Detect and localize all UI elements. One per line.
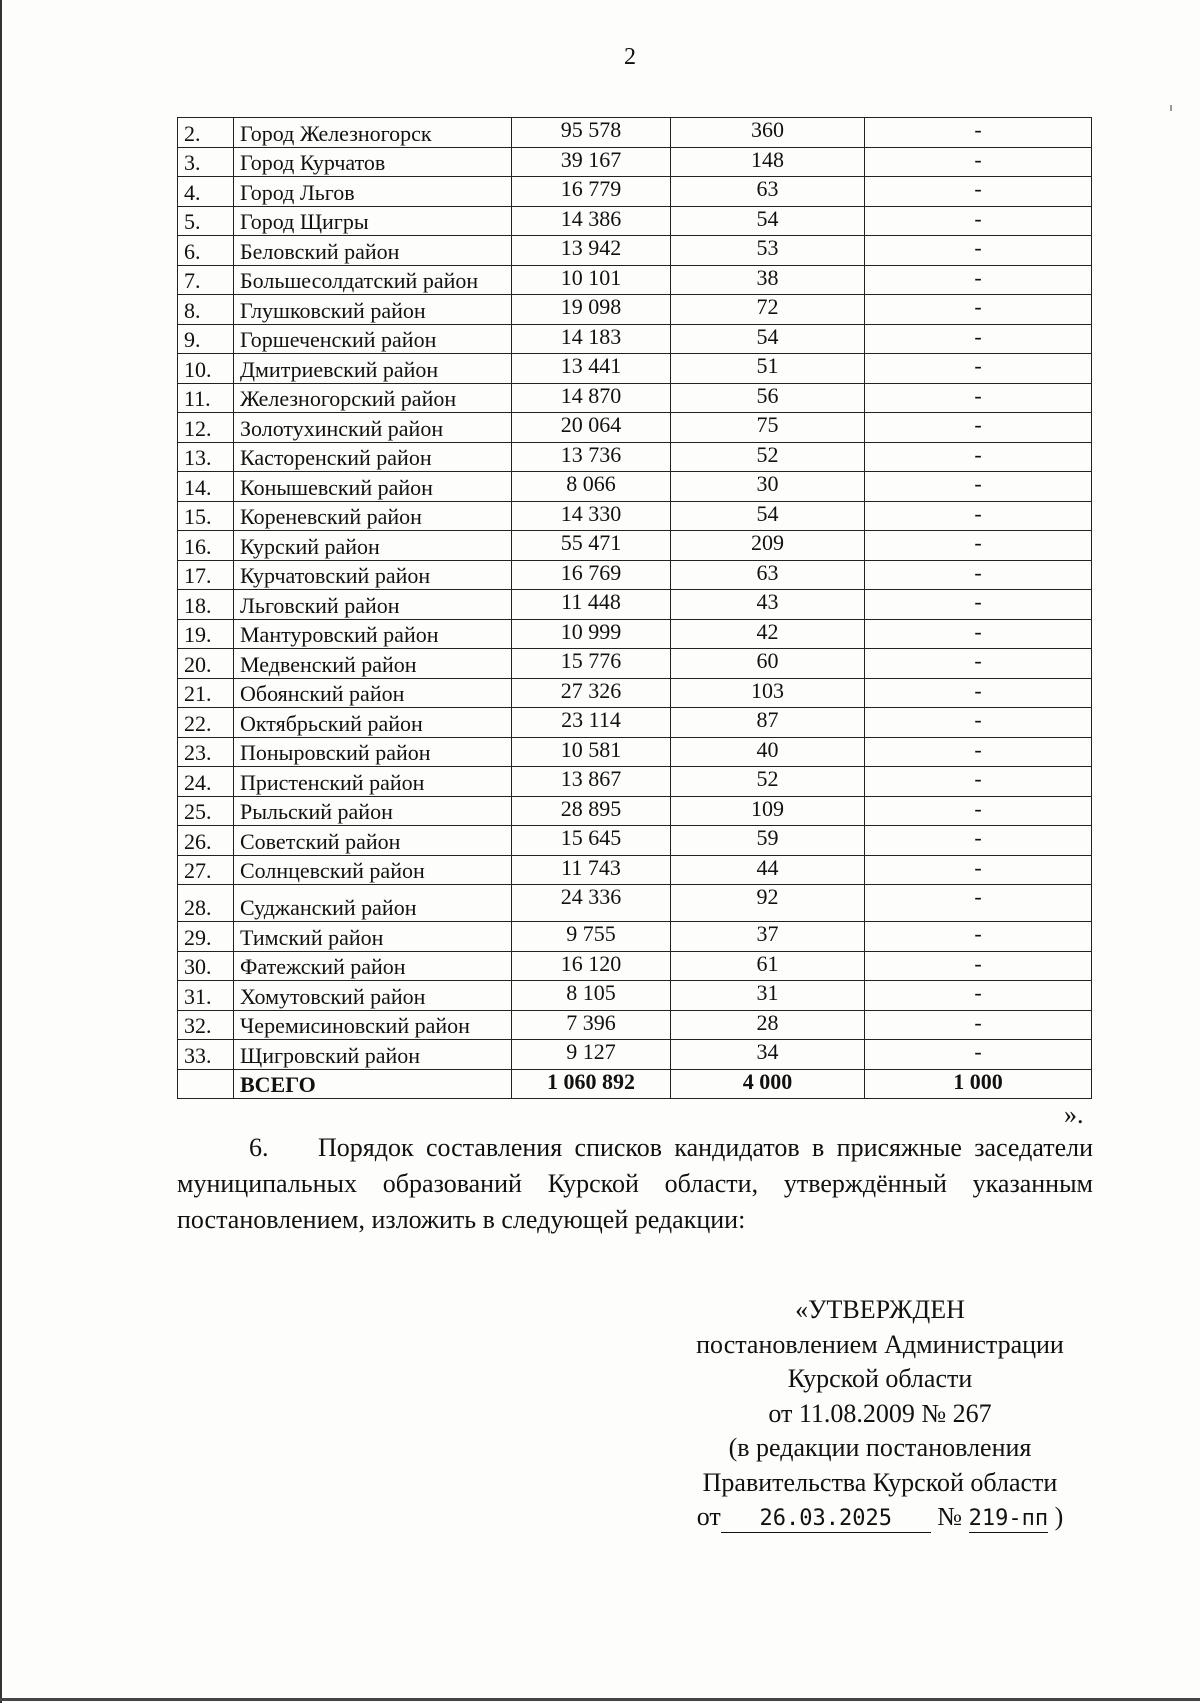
table-body xyxy=(178,118,1092,1099)
municipality-name: Золотухинский район xyxy=(234,413,512,443)
jurors-cell: 72 xyxy=(671,295,865,325)
approval-line: Курской области xyxy=(787,1364,973,1393)
approval-stamp-block xyxy=(650,1293,1110,1535)
table-row xyxy=(178,951,1092,981)
population-cell: 14 870 xyxy=(512,383,671,413)
reserve-cell: - xyxy=(865,737,1092,767)
table-row xyxy=(178,413,1092,443)
table-row xyxy=(178,767,1092,797)
municipality-name: Мантуровский район xyxy=(234,619,512,649)
row-number: 31. xyxy=(178,981,234,1011)
jurors-cell: 56 xyxy=(671,383,865,413)
reserve-cell: - xyxy=(865,981,1092,1011)
reserve-cell: - xyxy=(865,708,1092,738)
municipality-name: Обоянский район xyxy=(234,678,512,708)
municipality-name: Поныровский район xyxy=(234,737,512,767)
population-cell: 27 326 xyxy=(512,678,671,708)
municipality-name: Курский район xyxy=(234,531,512,561)
population-cell: 28 895 xyxy=(512,796,671,826)
jurors-cell: 28 xyxy=(671,1010,865,1040)
table-row xyxy=(178,206,1092,236)
row-number: 17. xyxy=(178,560,234,590)
reserve-cell: - xyxy=(865,354,1092,384)
municipality-name: Тимский район xyxy=(234,922,512,952)
reserve-cell: - xyxy=(865,531,1092,561)
municipality-name: Льговский район xyxy=(234,590,512,620)
municipality-name: Фатежский район xyxy=(234,951,512,981)
reserve-cell: - xyxy=(865,177,1092,207)
number-prefix: № xyxy=(937,1502,963,1531)
paragraph-6: 6. Порядок составления списков кандидатов в присяжные заседатели муниципальных образований Курской области, утверждённый указанным постановлением, изложить в следующей редакции: xyxy=(177,1133,1093,1234)
table-row xyxy=(178,649,1092,679)
row-number xyxy=(178,1069,234,1099)
table-row xyxy=(178,354,1092,384)
population-cell: 13 736 xyxy=(512,442,671,472)
table-row xyxy=(178,501,1092,531)
jurors-cell: 63 xyxy=(671,560,865,590)
population-cell: 19 098 xyxy=(512,295,671,325)
reserve-cell: - xyxy=(865,206,1092,236)
reserve-cell: - xyxy=(865,649,1092,679)
row-number: 11. xyxy=(178,383,234,413)
row-number: 19. xyxy=(178,619,234,649)
municipality-name: Суджанский район xyxy=(234,885,512,922)
municipality-name: Город Курчатов xyxy=(234,147,512,177)
municipality-name: Советский район xyxy=(234,826,512,856)
population-cell: 15 645 xyxy=(512,826,671,856)
municipality-name: Большесолдатский район xyxy=(234,265,512,295)
reserve-cell: - xyxy=(865,383,1092,413)
reserve-cell: - xyxy=(865,560,1092,590)
jurors-cell: 60 xyxy=(671,649,865,679)
population-cell: 55 471 xyxy=(512,531,671,561)
approval-line: Правительства Курской области xyxy=(702,1467,1058,1497)
date-value: 26.03.2025 xyxy=(721,1506,931,1533)
table-row xyxy=(178,383,1092,413)
reserve-cell: - xyxy=(865,796,1092,826)
table-row xyxy=(178,590,1092,620)
table-row xyxy=(178,118,1092,148)
jurors-cell: 59 xyxy=(671,826,865,856)
population-cell: 10 999 xyxy=(512,619,671,649)
population-cell: 11 448 xyxy=(512,590,671,620)
population-cell: 14 330 xyxy=(512,501,671,531)
row-number: 21. xyxy=(178,678,234,708)
total-jurors: 4 000 xyxy=(671,1069,865,1099)
population-cell: 95 578 xyxy=(512,118,671,148)
population-cell: 39 167 xyxy=(512,147,671,177)
total-population: 1 060 892 xyxy=(512,1069,671,1099)
population-cell: 10 581 xyxy=(512,737,671,767)
population-cell: 9 127 xyxy=(512,1040,671,1070)
date-prefix: от xyxy=(696,1502,721,1531)
table-row xyxy=(178,177,1092,207)
table-row xyxy=(178,981,1092,1011)
municipality-name: Город Щигры xyxy=(234,206,512,236)
population-cell: 8 105 xyxy=(512,981,671,1011)
jurors-cell: 148 xyxy=(671,147,865,177)
jurors-cell: 209 xyxy=(671,531,865,561)
municipality-name: Пристенский район xyxy=(234,767,512,797)
municipality-name: Город Льгов xyxy=(234,177,512,207)
jurors-cell: 43 xyxy=(671,590,865,620)
municipality-name: Курчатовский район xyxy=(234,560,512,590)
table-row xyxy=(178,147,1092,177)
row-number: 6. xyxy=(178,236,234,266)
table-row xyxy=(178,295,1092,325)
jurors-cell: 42 xyxy=(671,619,865,649)
table-row xyxy=(178,531,1092,561)
reserve-cell: - xyxy=(865,442,1092,472)
reserve-cell: - xyxy=(865,472,1092,502)
table-row xyxy=(178,708,1092,738)
row-number: 14. xyxy=(178,472,234,502)
jurors-cell: 31 xyxy=(671,981,865,1011)
population-cell: 16 120 xyxy=(512,951,671,981)
closing-quote: ». xyxy=(1064,1100,1084,1129)
row-number: 10. xyxy=(178,354,234,384)
reserve-cell: - xyxy=(865,501,1092,531)
approval-line: от 11.08.2009 № 267 xyxy=(768,1398,992,1428)
municipality-name: Рыльский район xyxy=(234,796,512,826)
population-cell: 16 769 xyxy=(512,560,671,590)
jurors-cell: 38 xyxy=(671,265,865,295)
population-cell: 8 066 xyxy=(512,472,671,502)
reserve-cell: - xyxy=(865,619,1092,649)
approval-title: «УТВЕРЖДЕН xyxy=(795,1295,965,1324)
table-row xyxy=(178,826,1092,856)
total-label: ВСЕГО xyxy=(234,1069,512,1099)
row-number: 30. xyxy=(178,951,234,981)
table-row xyxy=(178,324,1092,354)
table-row xyxy=(178,1040,1092,1070)
table-row xyxy=(178,885,1092,922)
population-cell: 20 064 xyxy=(512,413,671,443)
municipality-name: Железногорский район xyxy=(234,383,512,413)
closing-paren: ) xyxy=(1054,1502,1064,1531)
population-cell: 10 101 xyxy=(512,265,671,295)
total-row xyxy=(178,1069,1092,1099)
municipality-name: Дмитриевский район xyxy=(234,354,512,384)
reserve-cell: - xyxy=(865,1010,1092,1040)
jurors-cell: 54 xyxy=(671,501,865,531)
table-row xyxy=(178,737,1092,767)
reserve-cell: - xyxy=(865,590,1092,620)
population-cell: 9 755 xyxy=(512,922,671,952)
row-number: 26. xyxy=(178,826,234,856)
row-number: 27. xyxy=(178,855,234,885)
jurors-cell: 51 xyxy=(671,354,865,384)
municipality-name: Черемисиновский район xyxy=(234,1010,512,1040)
approval-line: (в редакции постановления xyxy=(728,1433,1032,1462)
approval-date-line xyxy=(650,1500,1110,1535)
row-number: 28. xyxy=(178,885,234,922)
row-number: 25. xyxy=(178,796,234,826)
table-row xyxy=(178,678,1092,708)
reserve-cell: - xyxy=(865,147,1092,177)
municipality-name: Конышевский район xyxy=(234,472,512,502)
jurors-cell: 53 xyxy=(671,236,865,266)
jurors-cell: 360 xyxy=(671,118,865,148)
jurors-cell: 30 xyxy=(671,472,865,502)
reserve-cell: - xyxy=(865,855,1092,885)
page-number: 2 xyxy=(624,44,636,70)
population-cell: 7 396 xyxy=(512,1010,671,1040)
row-number: 29. xyxy=(178,922,234,952)
municipality-name: Глушковский район xyxy=(234,295,512,325)
row-number: 12. xyxy=(178,413,234,443)
jurors-cell: 52 xyxy=(671,767,865,797)
table-row xyxy=(178,442,1092,472)
population-cell: 14 183 xyxy=(512,324,671,354)
population-cell: 14 386 xyxy=(512,206,671,236)
municipality-name: Медвенский район xyxy=(234,649,512,679)
table-row xyxy=(178,1010,1092,1040)
jurors-cell: 109 xyxy=(671,796,865,826)
row-number: 33. xyxy=(178,1040,234,1070)
reserve-cell: - xyxy=(865,767,1092,797)
row-number: 8. xyxy=(178,295,234,325)
jurors-cell: 34 xyxy=(671,1040,865,1070)
population-cell: 11 743 xyxy=(512,855,671,885)
row-number: 7. xyxy=(178,265,234,295)
table-row xyxy=(178,472,1092,502)
jurors-cell: 92 xyxy=(671,885,865,922)
table-row xyxy=(178,796,1092,826)
jurors-cell: 54 xyxy=(671,206,865,236)
number-value: 219-пп xyxy=(968,1506,1049,1531)
jurors-cell: 75 xyxy=(671,413,865,443)
municipality-name: Хомутовский район xyxy=(234,981,512,1011)
scan-mark xyxy=(1170,105,1172,111)
jurors-cell: 87 xyxy=(671,708,865,738)
population-cell: 13 942 xyxy=(512,236,671,266)
jurors-cell: 37 xyxy=(671,922,865,952)
municipality-name: Касторенский район xyxy=(234,442,512,472)
table-row xyxy=(178,236,1092,266)
table-row xyxy=(178,619,1092,649)
row-number: 5. xyxy=(178,206,234,236)
scan-edge xyxy=(0,1698,1200,1701)
reserve-cell: - xyxy=(865,826,1092,856)
approval-line: постановлением Администрации xyxy=(696,1329,1064,1359)
table-row xyxy=(178,265,1092,295)
reserve-cell: - xyxy=(865,295,1092,325)
population-cell: 24 336 xyxy=(512,885,671,922)
jurors-cell: 61 xyxy=(671,951,865,981)
table-row xyxy=(178,560,1092,590)
row-number: 24. xyxy=(178,767,234,797)
reserve-cell: - xyxy=(865,885,1092,922)
reserve-cell: - xyxy=(865,236,1092,266)
total-reserve: 1 000 xyxy=(865,1069,1092,1099)
table-row xyxy=(178,855,1092,885)
row-number: 15. xyxy=(178,501,234,531)
reserve-cell: - xyxy=(865,678,1092,708)
row-number: 4. xyxy=(178,177,234,207)
municipality-name: Горшеченский район xyxy=(234,324,512,354)
reserve-cell: - xyxy=(865,265,1092,295)
population-cell: 23 114 xyxy=(512,708,671,738)
row-number: 20. xyxy=(178,649,234,679)
reserve-cell: - xyxy=(865,324,1092,354)
row-number: 3. xyxy=(178,147,234,177)
municipality-name: Город Железногорск xyxy=(234,118,512,148)
row-number: 13. xyxy=(178,442,234,472)
population-cell: 16 779 xyxy=(512,177,671,207)
reserve-cell: - xyxy=(865,1040,1092,1070)
reserve-cell: - xyxy=(865,951,1092,981)
population-cell: 13 867 xyxy=(512,767,671,797)
row-number: 32. xyxy=(178,1010,234,1040)
reserve-cell: - xyxy=(865,922,1092,952)
municipality-name: Беловский район xyxy=(234,236,512,266)
population-cell: 13 441 xyxy=(512,354,671,384)
scan-edge xyxy=(0,0,2,1703)
jurors-cell: 54 xyxy=(671,324,865,354)
juror-distribution-table xyxy=(177,117,1092,1099)
row-number: 18. xyxy=(178,590,234,620)
municipality-name: Солнцевский район xyxy=(234,855,512,885)
jurors-cell: 40 xyxy=(671,737,865,767)
jurors-cell: 103 xyxy=(671,678,865,708)
row-number: 22. xyxy=(178,708,234,738)
row-number: 2. xyxy=(178,118,234,148)
row-number: 9. xyxy=(178,324,234,354)
reserve-cell: - xyxy=(865,413,1092,443)
jurors-cell: 63 xyxy=(671,177,865,207)
row-number: 23. xyxy=(178,737,234,767)
table-row xyxy=(178,922,1092,952)
municipality-name: Октябрьский район xyxy=(234,708,512,738)
municipality-name: Щигровский район xyxy=(234,1040,512,1070)
municipality-name: Кореневский район xyxy=(234,501,512,531)
jurors-cell: 52 xyxy=(671,442,865,472)
jurors-cell: 44 xyxy=(671,855,865,885)
reserve-cell: - xyxy=(865,118,1092,148)
population-cell: 15 776 xyxy=(512,649,671,679)
row-number: 16. xyxy=(178,531,234,561)
